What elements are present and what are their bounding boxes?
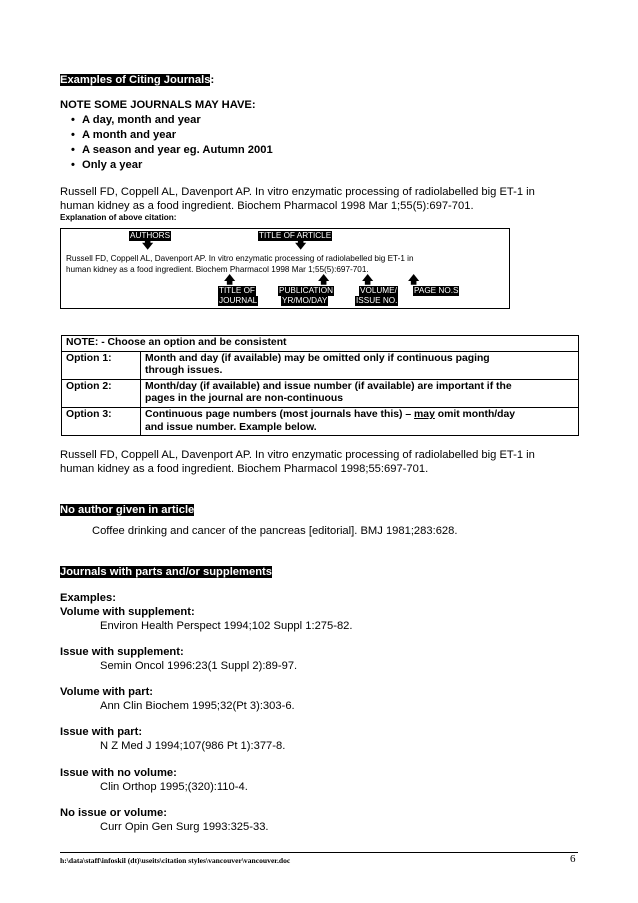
part-example: N Z Med J 1994;107(986 Pt 1):377-8.: [100, 740, 286, 752]
format-bullet-list: [60, 113, 273, 173]
options-table: [61, 335, 579, 436]
journals-heading-text: Examples of Citing Journals: [60, 74, 211, 86]
option-text-may: may: [414, 408, 435, 420]
journals-heading-colon: :: [210, 74, 215, 86]
option-text-line: through issues.: [145, 365, 223, 377]
arrow-up-icon: 🡅: [318, 274, 330, 286]
option-text-part: Continuous page numbers (most journals have this) –: [145, 408, 415, 420]
label-publication-2: YR/MO/DAY: [282, 296, 328, 305]
diagram-citation-line1: Russell FD, Coppell AL, Davenport AP. In vitro enzymatic processing of radiolabelled big ET-1 in: [66, 254, 414, 263]
citation-diagram-box: [60, 228, 510, 309]
part-label: Issue with part:: [60, 726, 143, 738]
parts-heading: [60, 565, 272, 579]
example2-line2: human kidney as a food ingredient. Biochem Pharmacol 1998;55:697-701.: [60, 463, 429, 475]
arrow-up-icon: 🡅: [362, 274, 374, 286]
label-title-of-journal-1: TITLE OF: [219, 286, 255, 295]
note-heading: NOTE SOME JOURNALS MAY HAVE:: [60, 99, 256, 111]
option-text-line: Month/day (if available) and issue number (if available) are important if the: [145, 380, 512, 392]
option-text-line: Month and day (if available) may be omitted only if continuous paging: [145, 352, 490, 364]
table-row: [62, 351, 579, 379]
bullet-item: • A month and year: [60, 128, 273, 143]
option-text: [141, 379, 579, 407]
options-table-header: NOTE: - Choose an option and be consistent: [62, 336, 579, 352]
label-publication-1: PUBLICATION: [279, 286, 333, 295]
option-text-line: pages in the journal are non-continuous: [145, 393, 344, 405]
arrow-down-icon: 🡇: [295, 239, 307, 251]
example1-line1: Russell FD, Coppell AL, Davenport AP. In vitro enzymatic processing of radiolabelled big ET-1 in: [60, 186, 535, 198]
bullet-item: • A season and year eg. Autumn 2001: [60, 143, 273, 158]
arrow-down-icon: 🡇: [142, 239, 154, 251]
label-volume-2: ISSUE NO.: [356, 296, 398, 305]
footer-divider: [60, 852, 578, 853]
table-row: [62, 379, 579, 407]
journals-heading: [60, 73, 214, 87]
part-example: Semin Oncol 1996:23(1 Suppl 2):89-97.: [100, 660, 298, 672]
label-volume-1: VOLUME/: [360, 286, 397, 295]
example2-line1: Russell FD, Coppell AL, Davenport AP. In vitro enzymatic processing of radiolabelled big ET-1 in: [60, 449, 535, 461]
label-title-of-article: TITLE OF ARTICLE: [259, 231, 332, 240]
arrow-up-icon: 🡅: [408, 274, 420, 286]
diagram-citation-line2: human kidney as a food ingredient. Biochem Pharmacol 1998 Mar 1;55(5):697-701.: [66, 265, 369, 274]
part-label: No issue or volume:: [60, 807, 167, 819]
bullet-item: • A day, month and year: [60, 113, 273, 128]
part-label: Volume with part:: [60, 686, 154, 698]
option-text: [141, 407, 579, 435]
table-row: [62, 336, 579, 352]
examples-label: Examples:: [60, 592, 116, 604]
parts-heading-text: Journals with parts and/or supplements: [60, 566, 272, 578]
label-title-of-journal-2: JOURNAL: [219, 296, 258, 305]
part-example: Curr Opin Gen Surg 1993:325-33.: [100, 821, 269, 833]
example1-line2: human kidney as a food ingredient. Biochem Pharmacol 1998 Mar 1;55(5):697-701.: [60, 200, 474, 212]
table-row: [62, 407, 579, 435]
option-label: Option 2:: [62, 379, 141, 407]
option-label: Option 3:: [62, 407, 141, 435]
arrow-up-icon: 🡅: [224, 274, 236, 286]
part-example: Environ Health Perspect 1994;102 Suppl 1:275-82.: [100, 620, 353, 632]
option-text-part: omit month/day: [434, 408, 516, 420]
label-authors: AUTHORS: [130, 231, 171, 240]
label-page-nos: PAGE NO.S: [414, 286, 459, 295]
option-text: [141, 351, 579, 379]
explanation-label: Explanation of above citation:: [60, 213, 177, 222]
footer-path: h:\data\staff\infoskil (dt)\useits\citation styles\vancouver\vancouver.doc: [60, 856, 291, 865]
part-label: Volume with supplement:: [60, 606, 195, 618]
no-author-example: Coffee drinking and cancer of the pancreas [editorial]. BMJ 1981;283:628.: [92, 525, 458, 537]
page-number: 6: [570, 853, 576, 865]
bullet-item: • Only a year: [60, 158, 273, 173]
option-label: Option 1:: [62, 351, 141, 379]
part-example: Ann Clin Biochem 1995;32(Pt 3):303-6.: [100, 700, 295, 712]
no-author-heading-text: No author given in article: [60, 504, 195, 516]
no-author-heading: [60, 503, 194, 517]
part-label: Issue with no volume:: [60, 767, 177, 779]
option-text-line: and issue number. Example below.: [145, 421, 317, 433]
part-label: Issue with supplement:: [60, 646, 184, 658]
part-example: Clin Orthop 1995;(320):110-4.: [100, 781, 248, 793]
